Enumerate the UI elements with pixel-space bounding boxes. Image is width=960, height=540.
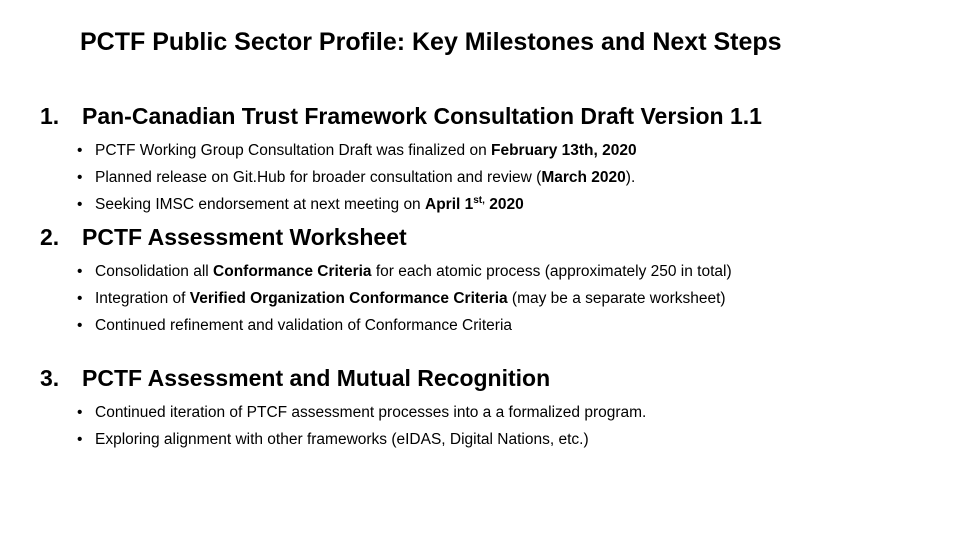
bullet-list: [40, 258, 940, 339]
bullet-text: Continued iteration of PTCF assessment processes into a a formalized program.: [95, 404, 647, 421]
bullet-text: Continued refinement and validation of Conformance Criteria: [95, 317, 513, 334]
list-item: [40, 164, 940, 191]
list-item: [40, 312, 940, 339]
bullet-list: [40, 399, 940, 453]
section-number: 1.: [40, 103, 60, 129]
bullet-emphasis: Verified Organization Conformance Criteria: [189, 290, 508, 307]
bullet-text-tail: ).: [625, 169, 636, 186]
section-2: [40, 224, 940, 339]
bullet-text: PCTF Working Group Consultation Draft was finalized on: [95, 142, 491, 159]
bullet-superscript: st,: [473, 195, 485, 206]
bullet-emphasis-year: 2020: [484, 196, 524, 213]
bullet-text: Integration of: [95, 290, 190, 307]
section-number: 2.: [40, 224, 60, 250]
section-heading: [40, 224, 940, 258]
bullet-text: Planned release on Git.Hub for broader consultation and review (: [95, 169, 542, 186]
bullet-text: Consolidation all: [95, 263, 214, 280]
section-title: Pan-Canadian Trust Framework Consultation Draft Version 1.1: [82, 103, 762, 129]
list-item: [40, 285, 940, 312]
bullet-icon: •: [77, 290, 83, 307]
list-item: [40, 137, 940, 164]
bullet-icon: •: [77, 317, 83, 334]
section-title: PCTF Assessment Worksheet: [82, 224, 407, 250]
list-item: [40, 258, 940, 285]
list-item: [40, 426, 940, 453]
section-heading: [40, 365, 940, 399]
bullet-icon: •: [77, 431, 83, 448]
bullet-text: Seeking IMSC endorsement at next meeting on: [95, 196, 425, 213]
slide-title: PCTF Public Sector Profile: Key Milestones and Next Steps: [80, 28, 782, 56]
bullet-text-tail: (may be a separate worksheet): [507, 290, 726, 307]
section-heading: [40, 103, 940, 137]
section-3: [40, 365, 940, 453]
list-item: [40, 399, 940, 426]
bullet-text: Exploring alignment with other frameworks (eIDAS, Digital Nations, etc.): [95, 431, 589, 448]
bullet-text-tail: for each atomic process (approximately 250 in total): [371, 263, 732, 280]
list-item: [40, 191, 940, 218]
bullet-emphasis: Conformance Criteria: [213, 263, 372, 280]
section-1: [40, 103, 940, 218]
bullet-emphasis: March 2020: [541, 169, 626, 186]
bullet-icon: •: [77, 196, 83, 213]
bullet-icon: •: [77, 142, 83, 159]
bullet-icon: •: [77, 263, 83, 280]
bullet-emphasis: April 1: [425, 196, 474, 213]
bullet-list: [40, 137, 940, 218]
section-title: PCTF Assessment and Mutual Recognition: [82, 365, 551, 391]
section-number: 3.: [40, 365, 60, 391]
bullet-emphasis: February 13th, 2020: [491, 142, 637, 159]
bullet-icon: •: [77, 404, 83, 421]
bullet-icon: •: [77, 169, 83, 186]
